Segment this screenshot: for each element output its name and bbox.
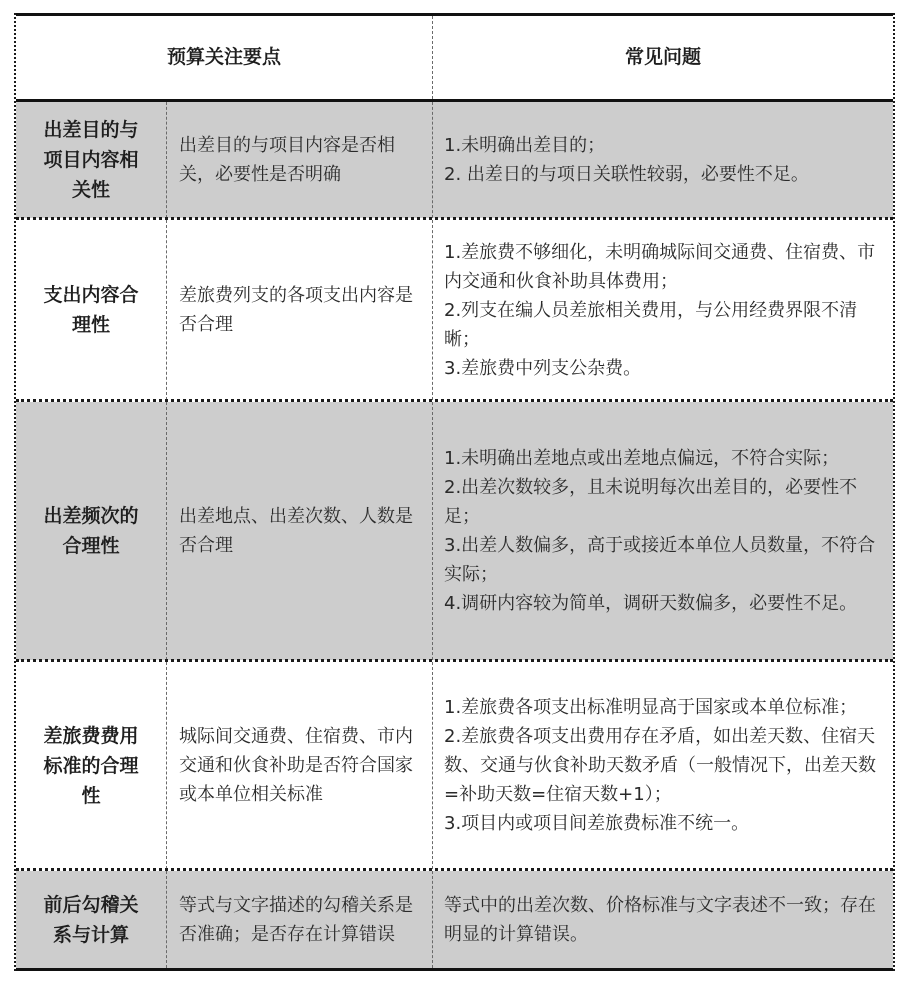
focus-cell [166, 220, 432, 400]
focus-cell [166, 871, 432, 968]
issues-cell [432, 871, 893, 968]
issue-item: 2.列支在编人员差旅相关费用，与公用经费界限不清晰； [444, 299, 858, 350]
focus-text: 等式与文字描述的勾稽关系是否准确；是否存在计算错误 [179, 894, 413, 945]
issue-item: 4.调研内容较为简单，调研天数偏多，必要性不足。 [444, 593, 858, 614]
category-label: 差旅费费用标准的合理性 [43, 724, 139, 807]
focus-cell [166, 662, 432, 869]
focus-text: 差旅费列支的各项支出内容是否合理 [179, 285, 413, 335]
table-row [16, 871, 893, 968]
table-right-border [893, 13, 895, 971]
category-label: 前后勾稽关系与计算 [43, 893, 139, 946]
issue-item: 3.项目内或项目间差旅费标准不统一。 [444, 813, 750, 834]
issue-item: 等式中的出差次数、价格标准与文字表述不一致；存在明显的计算错误。 [444, 894, 876, 945]
issue-item: 1.差旅费各项支出标准明显高于国家或本单位标准； [444, 697, 858, 718]
category-label: 出差目的与项目内容相关性 [43, 119, 139, 201]
table-bottom-rule [16, 968, 893, 971]
issue-item: 1.差旅费不够细化，未明确城际间交通费、住宿费、市内交通和伙食补助具体费用； [444, 241, 876, 292]
category-label: 支出内容合理性 [43, 284, 139, 336]
issue-item: 2.差旅费各项支出费用存在矛盾，如出差天数、住宿天数、交通与伙食补助天数矛盾（一般情况下，出差天数=补助天数=住宿天数+1）； [444, 726, 876, 805]
header-common-issues-label: 常见问题 [624, 46, 701, 68]
category-cell [16, 102, 166, 218]
table-row [16, 102, 893, 218]
issue-item: 1.未明确出差地点或出差地点偏远，不符合实际； [444, 448, 840, 469]
focus-cell [166, 402, 432, 660]
category-cell [16, 662, 166, 869]
issues-cell [432, 102, 893, 218]
table-row [16, 662, 893, 869]
category-label: 出差频次的合理性 [43, 505, 139, 557]
issue-item: 2. 出差日的与项日关联性较弱，必要性不足。 [444, 164, 809, 185]
header-common-issues [432, 16, 893, 99]
issues-cell [432, 662, 893, 869]
focus-text: 出差目的与项目内容是否相关，必要性是否明确 [179, 135, 395, 185]
table-row [16, 220, 893, 400]
issue-item: 1.未明确出差目的； [444, 135, 606, 156]
issue-item: 3.差旅费中列支公杂费。 [444, 357, 642, 379]
issues-cell [432, 402, 893, 660]
focus-text: 出差地点、出差次数、人数是否合理 [179, 506, 413, 556]
category-cell [16, 871, 166, 968]
table-header-row [16, 16, 893, 99]
budget-review-table [14, 13, 895, 971]
focus-cell [166, 102, 432, 218]
category-cell [16, 220, 166, 400]
header-focus-points [16, 16, 432, 99]
issue-item: 2.出差次数较多，且未说明每次出差目的，必要性不足； [444, 477, 858, 527]
category-cell [16, 402, 166, 660]
issue-item: 3.出差人数偏多，高于或接近本单位人员数量，不符合实际； [444, 535, 876, 585]
focus-text: 城际间交通费、住宿费、市内交通和伙食补助是否符合国家或本单位相关标准 [179, 726, 413, 805]
header-focus-points-label: 预算关注要点 [166, 46, 281, 68]
table-row [16, 402, 893, 660]
issues-cell [432, 220, 893, 400]
